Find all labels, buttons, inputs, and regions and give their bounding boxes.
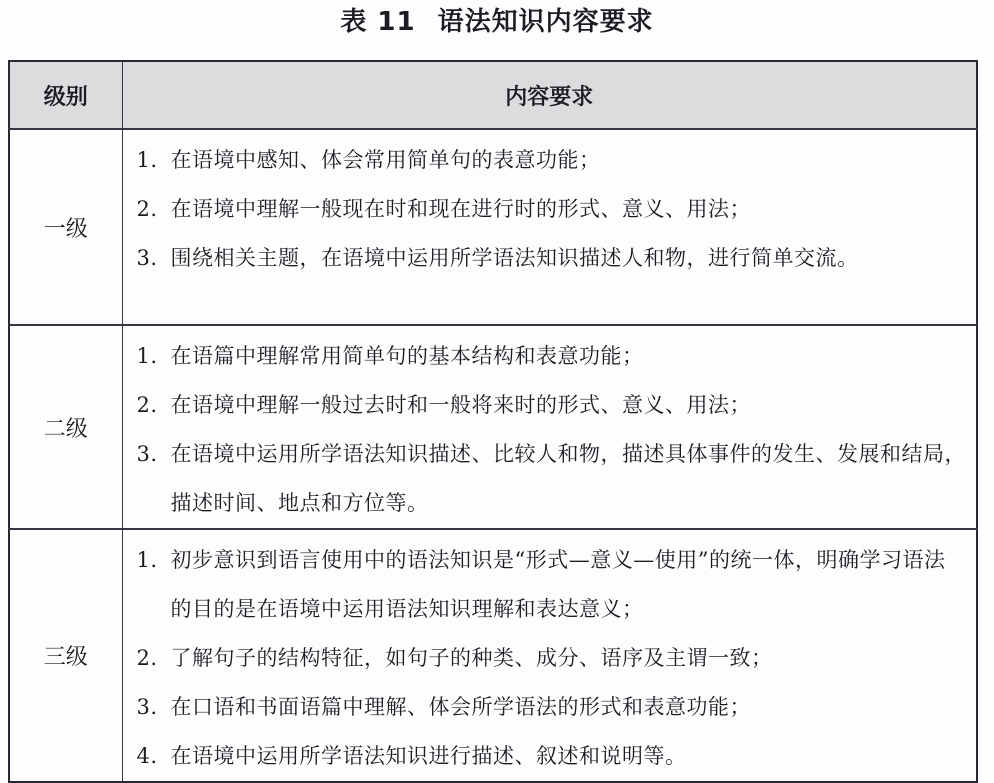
list-item: 1. 在语境中感知、体会常用简单句的表意功能； <box>136 148 601 172</box>
list-item: 1. 在语篇中理解常用简单句的基本结构和表意功能； <box>136 344 644 368</box>
content-cell <box>122 529 977 782</box>
content-cell <box>122 325 977 529</box>
level-cell: 三级 <box>9 529 122 782</box>
table-row <box>9 529 977 782</box>
table-header-row <box>9 61 977 129</box>
table-title <box>0 4 994 40</box>
level-cell: 一级 <box>9 129 122 325</box>
table-title-text: 语法知识内容要求 <box>437 7 654 37</box>
table-row <box>9 325 977 529</box>
content-cell <box>122 129 977 325</box>
list-item: 2. 在语境中理解一般过去时和一般将来时的形式、意义、用法； <box>136 393 751 417</box>
list-item: 3. 在语境中运用所学语法知识描述、比较人和物，描述具体事件的发生、发展和结局，描述时间、地点和方位等。 <box>136 442 966 515</box>
level-cell: 二级 <box>9 325 122 529</box>
header-level: 级别 <box>9 61 122 129</box>
list-item: 3. 围绕相关主题，在语境中运用所学语法知识描述人和物，进行简单交流。 <box>136 246 859 270</box>
header-content: 内容要求 <box>122 61 977 129</box>
table-row <box>9 129 977 325</box>
list-item: 2. 在语境中理解一般现在时和现在进行时的形式、意义、用法； <box>136 197 751 221</box>
list-item: 1. 初步意识到语言使用中的语法知识是“形式—意义—使用”的统一体，明确学习语法的目的是在语境中运用语法知识理解和表达意义； <box>136 548 946 621</box>
grammar-requirements-table <box>8 60 978 783</box>
list-item: 3. 在口语和书面语篇中理解、体会所学语法的形式和表意功能； <box>136 695 751 719</box>
table-number: 表 11 <box>340 7 416 37</box>
list-item: 2. 了解句子的结构特征，如句子的种类、成分、语序及主谓一致； <box>136 646 773 670</box>
list-item: 4. 在语境中运用所学语法知识进行描述、叙述和说明等。 <box>136 744 687 768</box>
